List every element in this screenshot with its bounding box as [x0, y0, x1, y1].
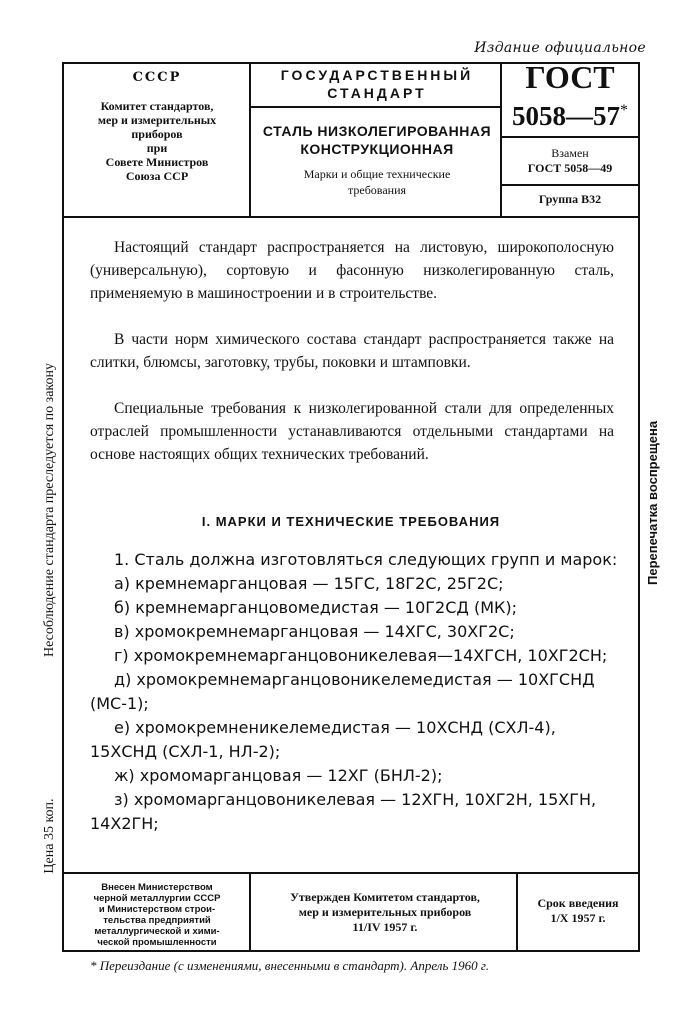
list-item: 14Х2ГН;: [90, 814, 159, 833]
organization-name: Комитет стандартов, мер и измерительных приборов при Совете Министров Союза ССР: [97, 99, 217, 183]
edition-note: Издание официальное: [474, 40, 646, 56]
replaces-block: [502, 146, 638, 176]
document-subtitle: Марки и общие технические требования: [303, 167, 451, 197]
section-title: I. МАРКИ И ТЕХНИЧЕСКИЕ ТРЕБОВАНИЯ: [201, 514, 501, 529]
country-label: СССР: [132, 70, 182, 85]
footer-divider-left: [249, 872, 251, 952]
classification-group: Группа В32: [538, 192, 602, 206]
header-issuer: [66, 70, 248, 183]
header-gost-rule: [500, 136, 640, 138]
replaces-value: ГОСТ 5058—49: [527, 161, 613, 175]
gost-number: 5058—57*: [512, 101, 628, 131]
list-item: 15ХСНД (СХЛ-1, НЛ-2);: [90, 742, 281, 761]
intro-paragraph: Настоящий стандарт распространяется на листовую, широкополосную (универсальную), сортовую и фасонную низколегированную сталь, применяемую в машиностроении и в строительстве.: [90, 239, 614, 302]
intro-paragraph: Специальные требования к низколегированной стали для определенных отраслей промышленности устанавливаются отдельными стандартами на основе настоящих общих технических требований.: [90, 400, 614, 463]
side-reprint-notice: Перепечатка воспрещена: [645, 420, 660, 585]
list-item: з) хромомарганцовоникелевая — 12ХГН, 10ХГ2Н, 15ХГН,: [114, 790, 597, 809]
header-bottom-rule: [62, 216, 640, 218]
header-divider-left: [249, 62, 251, 218]
document-title: СТАЛЬ НИЗКОЛЕГИРОВАННАЯ КОНСТРУКЦИОННАЯ: [262, 123, 492, 157]
approved-by: Утвержден Комитетом стандартов, мер и измерительных приборов 11/IV 1957 г.: [290, 890, 480, 934]
list-item: е) хромокремненикелемедистая — 10ХСНД (СХЛ-4),: [114, 718, 556, 737]
list-item: г) хромокремнемарганцовоникелевая—14ХГСН, 10ХГ2СН;: [114, 646, 608, 665]
standard-type: ГОСУДАРСТВЕННЫЙ СТАНДАРТ: [280, 67, 474, 101]
list-item: д) хромокремнемарганцовоникелемедистая — 10ХГСНД: [114, 670, 595, 689]
list-item: (МС-1);: [90, 694, 149, 713]
header-replaces-rule: [500, 184, 640, 186]
intro-paragraph: В части норм химического состава стандарт распространяется также на слитки, блюмсы, заготовку, трубы, поковки и штамповки.: [90, 331, 614, 371]
replaces-label: Взамен: [551, 146, 589, 160]
list-item: б) кремнемарганцовомедистая — 10Г2СД (МК);: [114, 598, 518, 617]
list-item: в) хромокремнемарганцовая — 14ХГС, 30ХГ2С;: [114, 622, 515, 641]
effective-date: Срок введения 1/X 1957 г.: [537, 896, 619, 925]
grades-list: [90, 548, 622, 836]
header-mid-rule: [250, 106, 502, 108]
footer-top-rule: [62, 872, 640, 874]
list-item: 1. Сталь должна изготовляться следующих групп и марок:: [114, 550, 618, 569]
list-item: ж) хромомарганцовая — 12ХГ (БНЛ-2);: [114, 766, 443, 785]
list-item: а) кремнемарганцовая — 15ГС, 18Г2С, 25Г2С;: [114, 574, 504, 593]
gost-label: ГОСТ: [525, 59, 615, 95]
introduced-by: Внесен Министерством черной металлургии СССР и Министерством строи- тельства предприятий металлургической и хими- ческой промышленности: [93, 882, 221, 948]
footnote: * Переиздание (с изменениями, внесенными в стандарт). Апрель 1960 г.: [90, 958, 490, 973]
side-legal-notice: Несоблюдение стандарта преследуется по закону: [42, 363, 57, 657]
side-price: Цена 35 коп.: [42, 798, 57, 874]
